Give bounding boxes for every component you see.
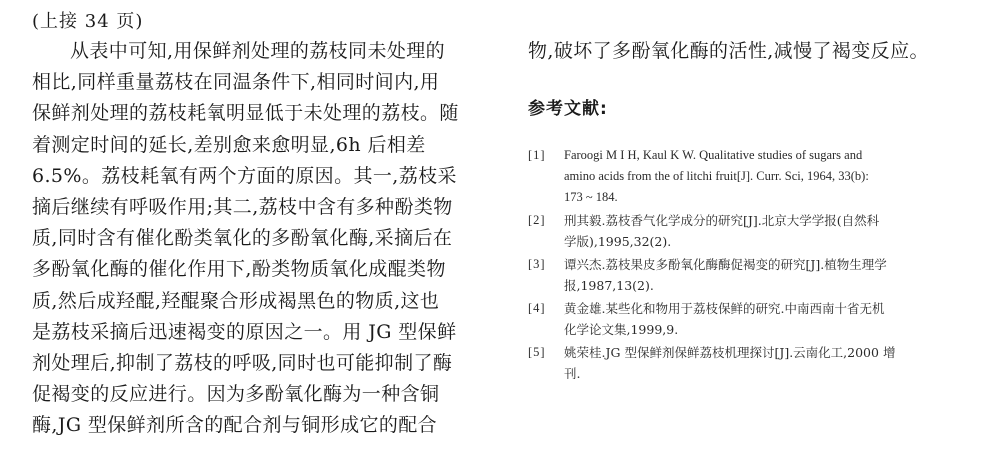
reference-line: 报,1987,13(2). bbox=[564, 278, 654, 293]
body-line: 摘后继续有呼吸作用;其二,荔枝中含有多种酚类物 bbox=[32, 195, 453, 218]
reference-line: Faroogi M I H, Kaul K W. Qualitative studies of sugars and bbox=[564, 148, 863, 162]
reference-line: 化学论文集,1999,9. bbox=[564, 322, 679, 337]
body-line: 促褐变的反应进行。因为多酚氧化酶为一种含铜 bbox=[32, 383, 440, 406]
reference-text bbox=[564, 145, 978, 208]
body-line: 从表中可知,用保鲜剂处理的荔枝同未处理的 bbox=[70, 40, 446, 62]
reference-text bbox=[564, 298, 978, 340]
reference-number: [5] bbox=[528, 345, 546, 359]
reference-line: 学版),1995,32(2). bbox=[564, 234, 672, 249]
continued-from-note: (上接 34 页) bbox=[32, 11, 144, 32]
reference-line: amino acids from the of litchi fruit[J]. Curr. Sci, 1964, 33(b): bbox=[564, 169, 869, 183]
body-line: 质,然后成羟醌,羟醌聚合形成褐黑色的物质,这也 bbox=[32, 289, 440, 312]
reference-text bbox=[564, 210, 978, 252]
left-column bbox=[32, 36, 492, 441]
body-line: 质,同时含有催化酚类氧化的多酚氧化酶,采摘后在 bbox=[32, 227, 453, 250]
reference-item bbox=[528, 210, 978, 252]
reference-line: 173 ~ 184. bbox=[564, 190, 618, 204]
reference-line: 姚荣桂.JG 型保鲜剂保鲜荔枝机理探讨[J].云南化工,2000 增 bbox=[564, 345, 896, 360]
body-line: 酶,JG 型保鲜剂所含的配合剂与铜形成它的配合 bbox=[32, 414, 438, 437]
reference-list bbox=[528, 145, 978, 384]
reference-number: [1] bbox=[528, 148, 546, 162]
body-line: 6.5%。荔枝耗氧有两个方面的原因。其一,荔枝采 bbox=[32, 164, 457, 187]
reference-number: [3] bbox=[528, 257, 546, 271]
reference-text bbox=[564, 254, 978, 296]
body-line: 相比,同样重量荔枝在同温条件下,相同时间内,用 bbox=[32, 71, 440, 94]
body-line: 多酚氧化酶的催化作用下,酚类物质氧化成醌类物 bbox=[32, 258, 446, 281]
reference-line: 刊. bbox=[564, 366, 581, 381]
body-line: 保鲜剂处理的荔枝耗氧明显低于未处理的荔枝。随 bbox=[32, 102, 459, 125]
continuation-line: 物,破坏了多酚氧化酶的活性,减慢了褐变反应。 bbox=[528, 40, 929, 62]
right-column bbox=[528, 36, 978, 386]
body-line: 是荔枝采摘后迅速褐变的原因之一。用 JG 型保鲜 bbox=[32, 320, 457, 343]
body-line: 着测定时间的延长,差别愈来愈明显,6h 后相差 bbox=[32, 133, 426, 156]
reference-line: 黄金雄.某些化和物用于荔枝保鲜的研究.中南西南十省无机 bbox=[564, 301, 885, 316]
references-heading: 参考文献: bbox=[528, 99, 608, 119]
reference-number: [4] bbox=[528, 301, 546, 315]
reference-item bbox=[528, 342, 978, 384]
reference-line: 刑其毅.荔枝香气化学成分的研究[J].北京大学学报(自然科 bbox=[564, 213, 880, 228]
body-line: 剂处理后,抑制了荔枝的呼吸,同时也可能抑制了酶 bbox=[32, 351, 453, 374]
reference-item bbox=[528, 254, 978, 296]
reference-item bbox=[528, 298, 978, 340]
reference-text bbox=[564, 342, 978, 384]
reference-line: 谭兴杰.荔枝果皮多酚氧化酶酶促褐变的研究[J].植物生理学 bbox=[564, 257, 887, 272]
reference-number: [2] bbox=[528, 213, 546, 227]
reference-item bbox=[528, 145, 978, 208]
